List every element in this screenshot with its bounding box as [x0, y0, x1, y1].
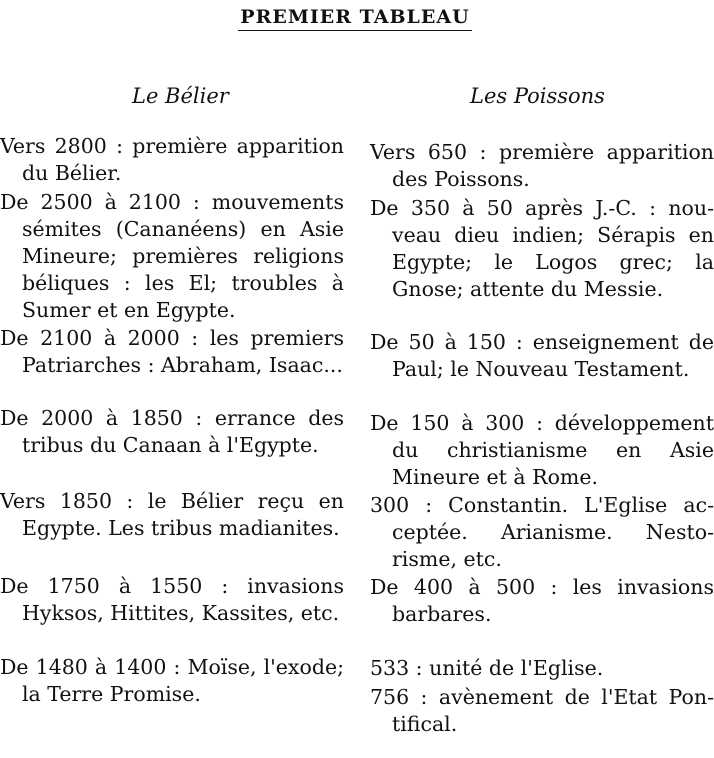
page-title: PREMIER TABLEAU — [0, 6, 710, 31]
poissons-entry: 756 : avènement de l'Etat Pontifical. — [370, 685, 714, 736]
belier-entry: De 2100 à 2000 : les premiers Patriarches : Abraham, Isaac... — [0, 326, 344, 377]
belier-entry: De 1480 à 1400 : Moïse, l'exode; la Terre Promise. — [0, 655, 344, 706]
belier-entry: Vers 2800 : première apparition du Bélier. — [0, 134, 344, 185]
poissons-entry: De 50 à 150 : enseignement de Paul; le Nouveau Testament. — [370, 330, 714, 381]
column-heading-poissons: Les Poissons — [470, 84, 605, 108]
poissons-entry: Vers 650 : première apparition des Poissons. — [370, 140, 714, 191]
column-heading-belier: Le Bélier — [132, 84, 229, 108]
belier-entry: De 2000 à 1850 : errance des tribus du Canaan à l'Egypte. — [0, 406, 344, 457]
poissons-entry: De 150 à 300 : développement du christianisme en Asie Mineure et à Rome. — [370, 411, 714, 489]
poissons-entry: 533 : unité de l'Eglise. — [370, 656, 604, 680]
poissons-entry: De 400 à 500 : les invasions barbares. — [370, 575, 714, 626]
belier-entry: Vers 1850 : le Bélier reçu en Egypte. Les tribus madianites. — [0, 489, 344, 540]
belier-entry: De 2500 à 2100 : mouvements sémites (Cananéens) en Asie Mineure; premières religions béliques : les El; troubles à Sumer et en Egypte. — [0, 190, 344, 322]
belier-entry: De 1750 à 1550 : invasions Hyksos, Hittites, Kassites, etc. — [0, 574, 344, 625]
poissons-entry: De 350 à 50 après J.-C. : nouveau dieu indien; Sérapis en Egypte; le Logos grec; la Gnose; attente du Messie. — [370, 196, 714, 301]
poissons-entry: 300 : Constantin. L'Eglise acceptée. Arianisme. Nestorisme, etc. — [370, 493, 714, 571]
